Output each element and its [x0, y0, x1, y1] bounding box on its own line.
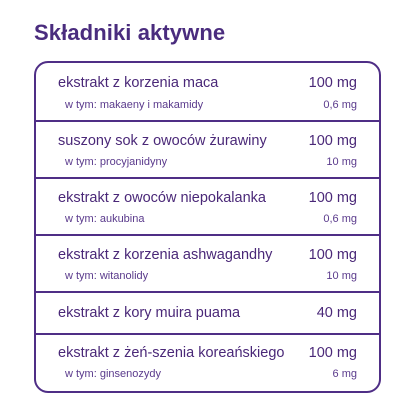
ingredient-sub-amount: 0,6 mg: [323, 213, 357, 225]
ingredient-row: [36, 122, 379, 178]
ingredient-amount: 100 mg: [308, 247, 357, 263]
section-title: Składniki aktywne: [34, 20, 226, 45]
ingredient-amount: 100 mg: [308, 190, 357, 206]
ingredient-row: [36, 179, 379, 235]
ingredient-row: [36, 236, 379, 292]
ingredient-sub-name: w tym: witanolidy: [65, 270, 149, 282]
ingredients-table: [34, 61, 381, 393]
ingredient-sub-amount: 10 mg: [326, 156, 357, 168]
ingredient-name: ekstrakt z owoców niepokalanka: [58, 190, 266, 206]
ingredient-amount: 40 mg: [316, 305, 357, 321]
ingredient-sub-name: w tym: ginsenozydy: [65, 368, 161, 380]
ingredient-sub-amount: 0,6 mg: [323, 99, 357, 111]
ingredient-sub-name: w tym: aukubina: [65, 213, 145, 225]
ingredient-name: suszony sok z owoców żurawiny: [58, 133, 267, 149]
ingredient-amount: 100 mg: [308, 75, 357, 91]
ingredient-amount: 100 mg: [308, 133, 357, 149]
ingredient-name: ekstrakt z żeń-szenia koreańskiego: [58, 345, 285, 361]
ingredient-name: ekstrakt z korzenia ashwagandhy: [58, 247, 273, 263]
ingredient-name: ekstrakt z korzenia maca: [58, 75, 219, 91]
ingredient-sub-name: w tym: makaeny i makamidy: [65, 99, 204, 111]
ingredient-row: [36, 335, 379, 393]
ingredient-name: ekstrakt z kory muira puama: [58, 305, 241, 321]
ingredient-row: [36, 293, 379, 333]
ingredient-sub-amount: 10 mg: [326, 270, 357, 282]
ingredient-row: [36, 63, 379, 121]
ingredient-sub-amount: 6 mg: [332, 368, 357, 380]
ingredient-sub-name: w tym: procyjanidyny: [65, 156, 168, 168]
ingredient-amount: 100 mg: [308, 345, 357, 361]
